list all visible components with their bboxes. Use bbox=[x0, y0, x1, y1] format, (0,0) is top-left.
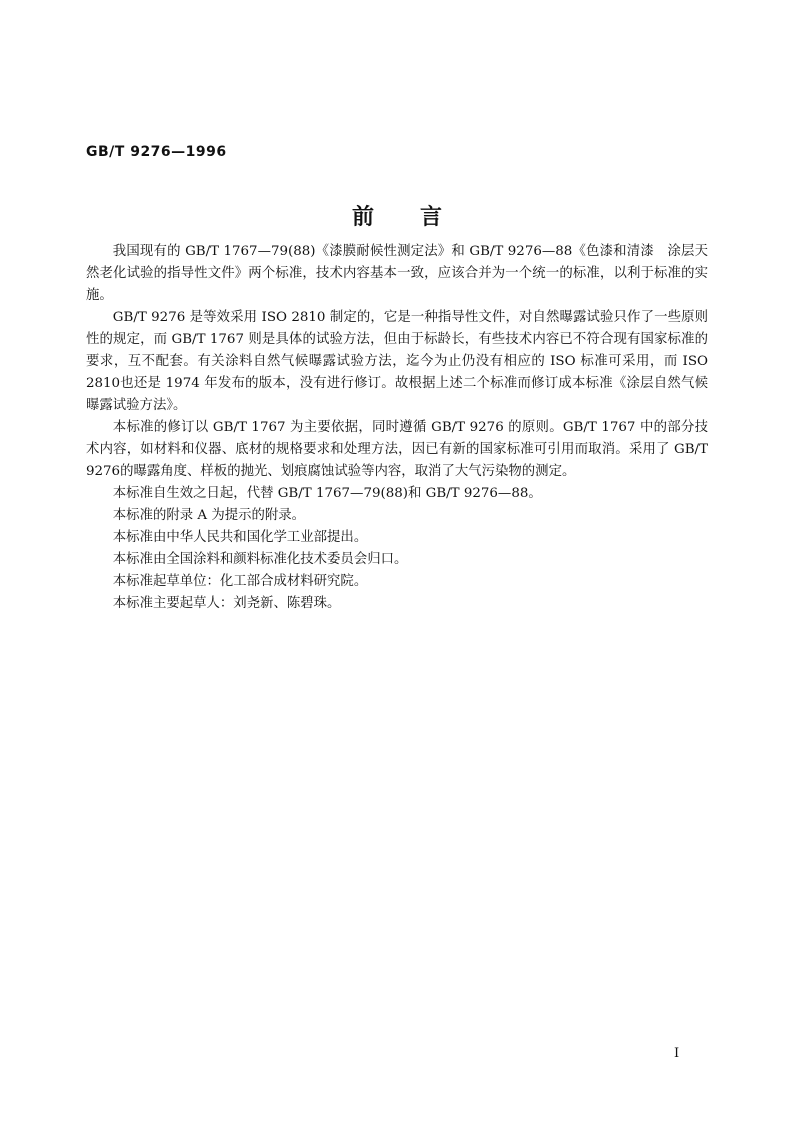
foreword-paragraph: 本标准起草单位：化工部合成材料研究院。 bbox=[112, 574, 368, 589]
foreword-paragraph: 本标准的附录 A 为提示的附录。 bbox=[112, 508, 306, 523]
page-title: 前言 bbox=[351, 205, 488, 230]
document-code: GB/T 9276—1996 bbox=[86, 144, 227, 160]
foreword-paragraph: 本标准由中华人民共和国化学工业部提出。 bbox=[112, 530, 368, 545]
foreword-body bbox=[86, 241, 708, 615]
foreword-paragraph: 我国现有的 GB/T 1767—79(88)《漆膜耐候性测定法》和 GB/T 9276—88《色漆和清漆 涂层天然老化试验的指导性文件》两个标准，技术内容基本一致，应该合并为一个统一的标准，以利于标准的实施。 bbox=[86, 244, 708, 303]
foreword-paragraph: 本标准的修订以 GB/T 1767 为主要依据，同时遵循 GB/T 9276 的原则。GB/T 1767 中的部分技术内容，如材料和仪器、底材的规格要求和处理方法，因已有新的国家标准可引用而取消。采用了 GB/T 9276的曝露角度、样板的抛光、划痕腐蚀试验等内容，取消了大气污染物的测定。 bbox=[86, 420, 708, 479]
page-number: I bbox=[674, 1046, 680, 1061]
foreword-paragraph: 本标准自生效之日起，代替 GB/T 1767—79(88)和 GB/T 9276—88。 bbox=[112, 486, 542, 501]
foreword-paragraph: 本标准主要起草人：刘尧新、陈碧珠。 bbox=[112, 596, 341, 611]
foreword-paragraph: 本标准由全国涂料和颜料标准化技术委员会归口。 bbox=[112, 552, 408, 567]
foreword-paragraph: GB/T 9276 是等效采用 ISO 2810 制定的，它是一种指导性文件，对自然曝露试验只作了一些原则性的规定，而 GB/T 1767 则是具体的试验方法，但由于标龄长，有些技术内容已不符合现有国家标准的要求，互不配套。有关涂料自然气候曝露试验方法，迄今为止仍没有相应的 ISO 标准可采用，而 ISO 2810也还是 1974 年发布的版本，没有进行修订。故根据上述二个标准而修订成本标准《涂层自然气候曝露试验方法》。 bbox=[86, 310, 708, 413]
